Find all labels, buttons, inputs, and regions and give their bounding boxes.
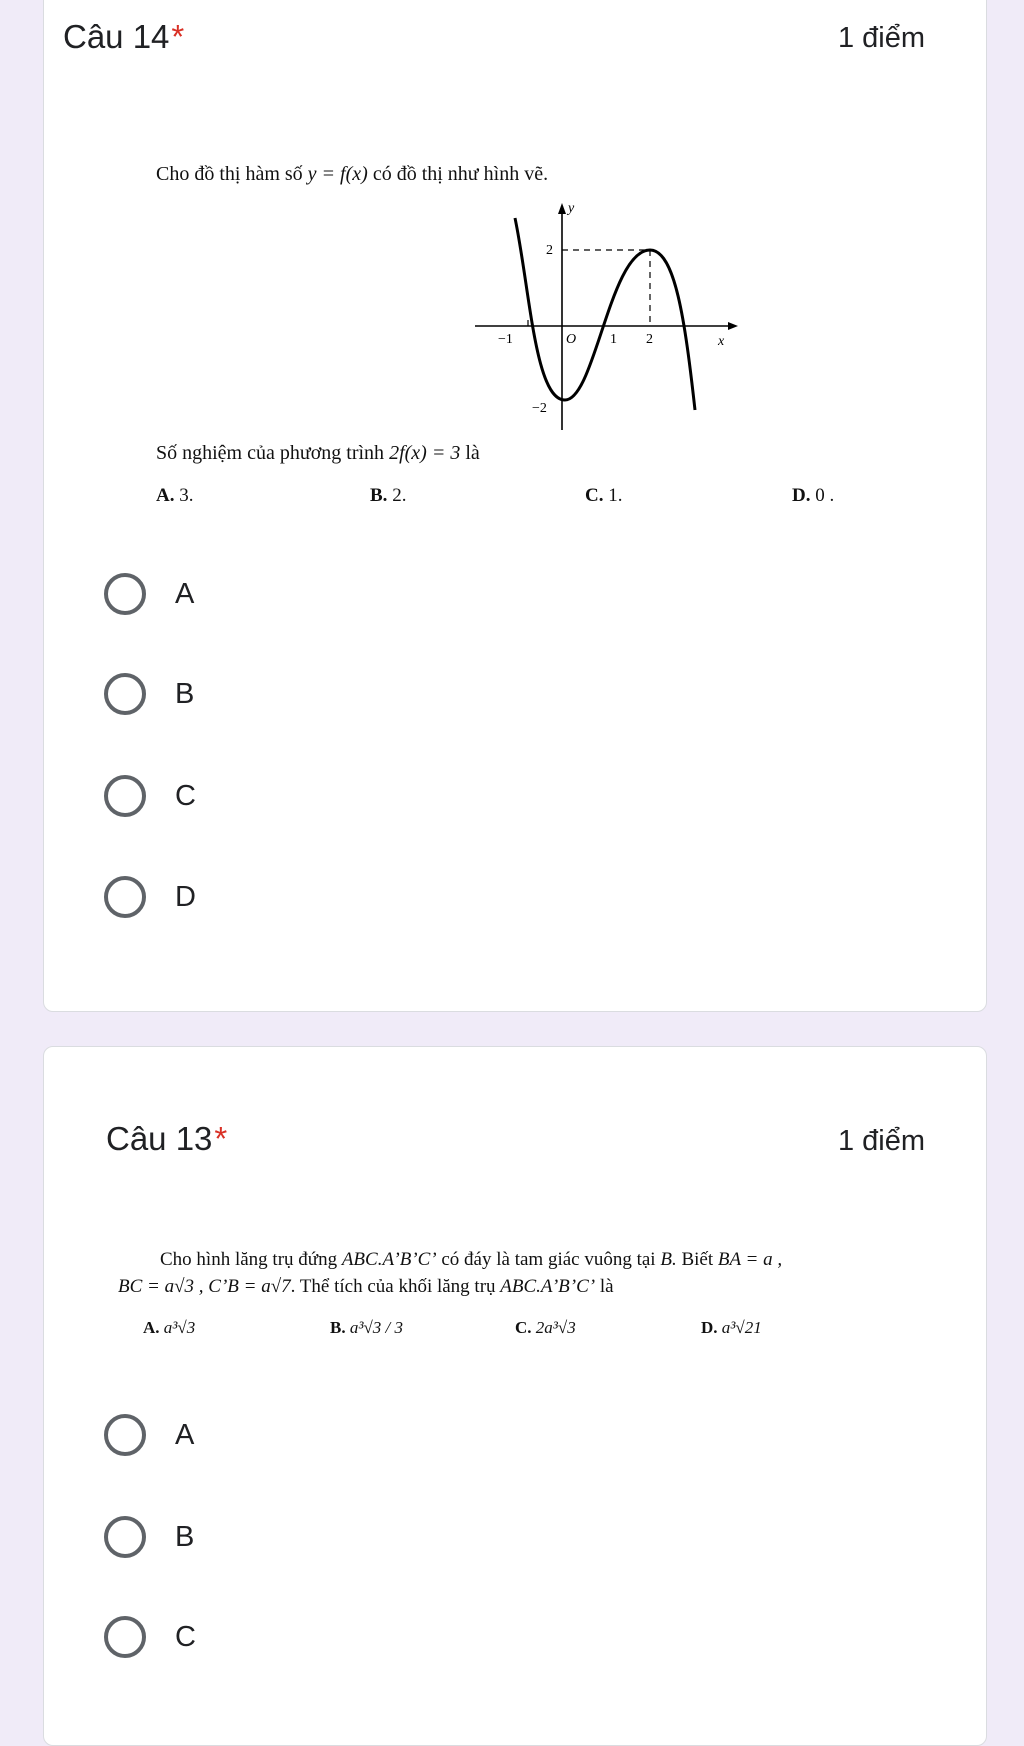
answer-choice-b — [330, 1318, 403, 1338]
prompt-math: 2f(x) = 3 — [389, 442, 461, 464]
question-title — [106, 1122, 227, 1155]
question-stem-line2 — [118, 1276, 614, 1298]
radio-option-b[interactable] — [104, 1512, 504, 1562]
radio-option-b[interactable] — [104, 669, 504, 719]
option-label: C — [175, 1620, 196, 1653]
answer-choice-c — [515, 1318, 576, 1338]
answer-value: 2a³√3 — [535, 1318, 576, 1337]
answer-label: C. — [515, 1318, 532, 1337]
answer-value: 1. — [608, 485, 623, 506]
question-stem-line1 — [160, 1249, 782, 1271]
stem-text: Cho hình lăng trụ đứng — [160, 1249, 338, 1270]
radio-option-c[interactable] — [104, 771, 504, 821]
stem-math-2: ABC.A’B’C’ — [500, 1276, 596, 1297]
radio-circle[interactable] — [104, 1414, 146, 1456]
question-title — [63, 20, 184, 53]
prompt-text: Số nghiệm của phương trình — [156, 442, 385, 464]
answer-value: a³√3 / 3 — [349, 1318, 403, 1337]
answer-choice-a — [156, 485, 193, 507]
radio-option-a[interactable] — [104, 569, 504, 619]
option-label: A — [175, 577, 195, 610]
stem-text: . Thể tích của khối lăng trụ — [290, 1276, 496, 1297]
tick-label-x-1: 1 — [610, 332, 617, 347]
stem-math-b: B. — [660, 1249, 677, 1270]
radio-circle[interactable] — [104, 573, 146, 615]
answer-value: 2. — [392, 485, 407, 506]
answer-label: C. — [585, 485, 604, 506]
question-points: 1 điểm — [837, 22, 925, 54]
question-number: Câu 14 — [63, 18, 170, 55]
answer-value: 3. — [179, 485, 194, 506]
answer-label: D. — [701, 1318, 718, 1337]
tick-label-y-neg2: −2 — [532, 401, 547, 416]
stem-text-end: có đồ thị như hình vẽ. — [372, 163, 549, 185]
tick-label-y-2: 2 — [546, 243, 553, 258]
y-axis-arrow — [558, 203, 566, 214]
question-number: Câu 13 — [106, 1120, 213, 1157]
required-asterisk: * — [214, 1120, 228, 1157]
radio-circle[interactable] — [104, 1516, 146, 1558]
radio-circle[interactable] — [104, 1616, 146, 1658]
stem-math: y = f(x) — [307, 163, 368, 185]
answer-label: A. — [143, 1318, 160, 1337]
origin-label: O — [566, 332, 577, 347]
radio-circle[interactable] — [104, 876, 146, 918]
x-axis-arrow — [728, 322, 738, 330]
option-label: A — [175, 1418, 195, 1451]
tick-label-x-neg1: −1 — [498, 332, 513, 347]
stem-math: BC = a√3 , C’B = a√7 — [118, 1276, 291, 1297]
stem-text-mid: có đáy là tam giác vuông tại — [441, 1249, 656, 1270]
radio-option-d[interactable] — [104, 872, 504, 922]
answer-label: A. — [156, 485, 175, 506]
radio-circle[interactable] — [104, 673, 146, 715]
prompt-text-end: là — [465, 442, 480, 464]
function-graph — [470, 200, 740, 430]
radio-option-c[interactable] — [104, 1612, 504, 1662]
answer-choice-c — [585, 485, 622, 507]
answer-choice-d — [701, 1318, 762, 1338]
stem-text: Cho đồ thị hàm số — [156, 163, 303, 185]
option-label: D — [175, 880, 196, 913]
answer-value: 0 . — [815, 485, 835, 506]
y-axis-label: y — [568, 201, 575, 216]
question-stem — [156, 163, 548, 186]
answer-choice-d — [792, 485, 834, 507]
option-label: C — [175, 779, 196, 812]
tick-label-x-2: 2 — [646, 332, 653, 347]
radio-option-a[interactable] — [104, 1410, 504, 1460]
answer-choice-a — [143, 1318, 195, 1338]
option-label: B — [175, 677, 195, 710]
stem-text-known: Biết — [681, 1249, 714, 1270]
cubic-curve — [515, 218, 695, 410]
question-points: 1 điểm — [837, 1125, 925, 1157]
stem-math: ABC.A’B’C’ — [341, 1249, 437, 1270]
answer-label: D. — [792, 485, 811, 506]
x-axis-label: x — [718, 334, 725, 349]
answer-value: a³√21 — [721, 1318, 762, 1337]
option-label: B — [175, 1520, 195, 1553]
stem-math-ba: BA = a , — [717, 1249, 783, 1270]
stem-text-end: là — [599, 1276, 614, 1297]
required-asterisk: * — [171, 18, 185, 55]
radio-circle[interactable] — [104, 775, 146, 817]
answer-choice-b — [370, 485, 406, 507]
question-prompt — [156, 442, 480, 465]
answer-value: a³√3 — [163, 1318, 196, 1337]
answer-label: B. — [370, 485, 388, 506]
answer-label: B. — [330, 1318, 346, 1337]
